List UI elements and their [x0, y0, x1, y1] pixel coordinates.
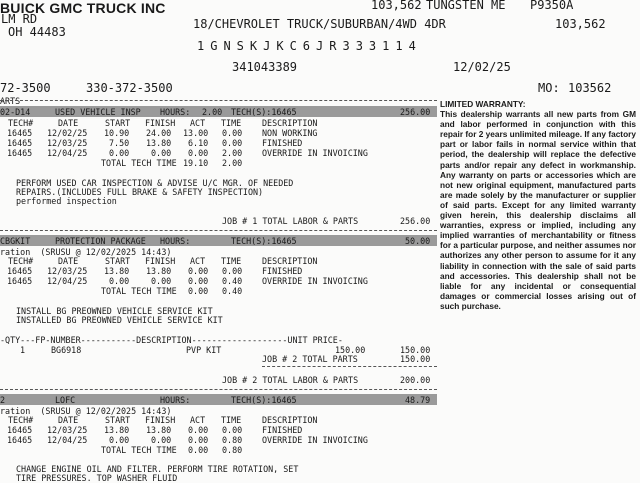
mo-value: 103562 — [568, 81, 612, 95]
row-description: FINISHED — [262, 266, 303, 276]
row-time: 2.00 — [222, 148, 243, 158]
row-start: 13.80 — [104, 266, 130, 276]
phone-2: 330-372-3500 — [86, 81, 173, 95]
col-start: START — [105, 118, 131, 128]
job-note: performed inspection — [16, 196, 117, 206]
col-finish: FINISH — [145, 118, 176, 128]
mo-label: MO: — [538, 81, 560, 95]
row-tech: 16465 — [7, 276, 33, 286]
row-description: OVERRIDE IN INVOICING — [262, 435, 368, 445]
job-amount: 256.00 — [400, 107, 431, 117]
row-start: 0.00 — [109, 276, 130, 286]
hours-label: HOURS: — [160, 236, 191, 246]
vehicle-description: 18/CHEVROLET TRUCK/SUBURBAN/4WD 4DR — [193, 17, 446, 31]
row-description: OVERRIDE IN INVOICING — [262, 148, 368, 158]
row-date: 12/04/25 — [47, 148, 88, 158]
part-number: BG6918 — [51, 345, 82, 355]
col-tech: TECH# — [8, 415, 34, 425]
divider — [262, 366, 437, 367]
parts-total-value: 150.00 — [400, 354, 431, 364]
col-act: ACT — [190, 415, 206, 425]
row-finish: 13.80 — [146, 138, 172, 148]
total-tech-time-label: TOTAL TECH TIME — [101, 286, 177, 296]
job-note: REPAIRS.(INCLUDES FULL BRAKE & SAFETY INSPECTION) — [16, 187, 264, 197]
job-title: USED VEHICLE INSP — [55, 107, 141, 117]
col-date: DATE — [58, 256, 79, 266]
part-description: PVP KIT — [186, 345, 222, 355]
tag-number: P9350A — [530, 0, 574, 12]
job-note: TIRE PRESSURES. TOP WASHER FLUID — [16, 473, 178, 483]
row-act: 0.00 — [188, 148, 209, 158]
service-advisor: TUNGSTEN ME — [426, 0, 506, 12]
row-time: 0.40 — [222, 276, 243, 286]
row-finish: 13.80 — [146, 425, 172, 435]
row-start: 0.00 — [109, 148, 130, 158]
total-time: 0.80 — [222, 445, 243, 455]
row-tech: 16465 — [7, 425, 33, 435]
col-time: TIME — [221, 415, 242, 425]
col-time: TIME — [221, 256, 242, 266]
row-date: 12/03/25 — [47, 138, 88, 148]
divider — [0, 230, 437, 231]
row-date: 12/04/25 — [47, 435, 88, 445]
hours-label: HOURS: — [160, 107, 191, 117]
row-finish: 24.00 — [146, 128, 172, 138]
row-finish: 0.00 — [151, 435, 172, 445]
operation-line: ration (SRUSU @ 12/02/2025 14:43) — [0, 247, 172, 257]
total-act: 0.00 — [188, 286, 209, 296]
row-tech: 16465 — [7, 148, 33, 158]
warranty-body: This dealership warrants all new parts from GM and labor performed in conjunction with this repair for 2 years unlimited mileage. If any factory part or labor fails in normal service within that period, the dealership will replace the defective parts and/or repair any defect in workmanship. Any warranty on parts or accessories which are not new original equipment, manufactured parts are made solely by the manufacturer or supplier of said parts. Except for any limited warranty given herein, this dealership disclaims all warranties, express or implied, including any implied warranties of merchantability or fitness for a particular purpose, and neither assumes nor authorizes any other person to assume for it any liability in connection with the sale of said parts and accessories. This dealership shall not be liable for any incidental or consequential damages or commercial losses arising out of such purchase. — [440, 109, 636, 311]
tech-label: TECH(S):16465 — [231, 236, 297, 246]
dealer-name: BUICK GMC TRUCK INC — [0, 0, 166, 16]
job-total-label: JOB # 2 TOTAL LABOR & PARTS — [222, 375, 359, 385]
col-date: DATE — [58, 118, 79, 128]
job-note: INSTALL BG PREOWNED VEHICLE SERVICE KIT — [16, 306, 213, 316]
col-finish: FINISH — [145, 256, 176, 266]
row-act: 0.00 — [188, 266, 209, 276]
total-time: 0.40 — [222, 286, 243, 296]
parts-total-label: JOB # 2 TOTAL PARTS — [262, 354, 358, 364]
tech-label: TECH(S):16465 — [231, 395, 297, 405]
col-act: ACT — [190, 118, 206, 128]
parts-header: -QTY---FP-NUMBER-----------DESCRIPTION-------------------UNIT PRICE- — [0, 335, 343, 345]
hours-label: HOURS: — [160, 395, 191, 405]
col-tech: TECH# — [8, 256, 34, 266]
job-note: CHANGE ENGINE OIL AND FILTER. PERFORM TIRE ROTATION, SET — [16, 464, 299, 474]
row-start: 13.80 — [104, 425, 130, 435]
row-date: 12/03/25 — [47, 425, 88, 435]
total-time: 2.00 — [222, 158, 243, 168]
col-description: DESCRIPTION — [262, 118, 318, 128]
phone-1: 72-3500 — [0, 81, 51, 95]
row-act: 0.00 — [188, 276, 209, 286]
vehicle-mileage: 103,562 — [555, 17, 606, 31]
col-finish: FINISH — [145, 415, 176, 425]
row-finish: 0.00 — [151, 276, 172, 286]
warranty-title: LIMITED WARRANTY: — [440, 99, 526, 109]
row-description: OVERRIDE IN INVOICING — [262, 276, 368, 286]
row-start: 10.90 — [104, 128, 130, 138]
stock-number: 341043389 — [232, 60, 298, 74]
job-header-bar — [0, 394, 437, 405]
vin-number: 1GNSKJKC6JR333114 — [197, 39, 422, 53]
row-date: 12/02/25 — [47, 128, 88, 138]
row-act: 0.00 — [188, 425, 209, 435]
col-description: DESCRIPTION — [262, 256, 318, 266]
col-start: START — [105, 256, 131, 266]
job-total-value: 200.00 — [400, 375, 431, 385]
row-date: 12/03/25 — [47, 266, 88, 276]
job-title: PROTECTION PACKAGE — [55, 236, 146, 246]
tech-label: TECH(S):16465 — [231, 107, 297, 117]
row-act: 6.10 — [188, 138, 209, 148]
job-total-label: JOB # 1 TOTAL LABOR & PARTS — [222, 216, 359, 226]
row-act: 0.00 — [188, 435, 209, 445]
job-amount: 48.79 — [405, 395, 431, 405]
part-unit-price: 150.00 — [335, 345, 366, 355]
total-act: 19.10 — [183, 158, 209, 168]
mileage-top: 103,562 — [371, 0, 422, 12]
divider — [0, 100, 437, 101]
job-code: 02-D14 — [0, 107, 31, 117]
job-total-value: 256.00 — [400, 216, 431, 226]
row-tech: 16465 — [7, 266, 33, 276]
total-act: 0.00 — [188, 445, 209, 455]
row-description: FINISHED — [262, 138, 303, 148]
job-code: CBGKIT — [0, 236, 31, 246]
dealer-city: OH 44483 — [8, 25, 66, 39]
total-tech-time-label: TOTAL TECH TIME — [101, 158, 177, 168]
part-qty: 1 — [20, 345, 26, 355]
col-date: DATE — [58, 415, 79, 425]
job-header-bar — [0, 106, 437, 117]
parts-label: ARTS — [0, 96, 21, 106]
limited-warranty — [440, 99, 636, 311]
divider — [0, 389, 437, 390]
row-time: 0.00 — [222, 425, 243, 435]
row-finish: 13.80 — [146, 266, 172, 276]
col-description: DESCRIPTION — [262, 415, 318, 425]
row-date: 12/04/25 — [47, 276, 88, 286]
job-note: INSTALLED BG PREOWNED VEHICLE SERVICE KIT — [16, 315, 223, 325]
total-tech-time-label: TOTAL TECH TIME — [101, 445, 177, 455]
row-start: 0.00 — [109, 435, 130, 445]
job-header-bar — [0, 235, 437, 246]
row-time: 0.00 — [222, 128, 243, 138]
operation-line: ration (SRUSU @ 12/02/2025 14:43) — [0, 406, 172, 416]
row-time: 0.00 — [222, 138, 243, 148]
col-act: ACT — [190, 256, 206, 266]
row-description: NON WORKING — [262, 128, 318, 138]
hours-value: 2.00 — [202, 107, 223, 117]
row-act: 13.00 — [183, 128, 209, 138]
job-amount: 50.00 — [405, 236, 431, 246]
part-amount: 150.00 — [400, 345, 431, 355]
row-time: 0.80 — [222, 435, 243, 445]
job-note: PERFORM USED CAR INSPECTION & ADVISE U/C MGR. OF NEEDED — [16, 178, 294, 188]
col-tech: TECH# — [8, 118, 34, 128]
row-tech: 16465 — [7, 435, 33, 445]
dealer-street: LM RD — [1, 12, 38, 26]
col-start: START — [105, 415, 131, 425]
row-tech: 16465 — [7, 138, 33, 148]
col-time: TIME — [221, 118, 242, 128]
job-code: 2 — [0, 395, 6, 405]
row-finish: 0.00 — [151, 148, 172, 158]
row-time: 0.00 — [222, 266, 243, 276]
row-tech: 16465 — [7, 128, 33, 138]
row-start: 7.50 — [109, 138, 130, 148]
invoice-date: 12/02/25 — [453, 60, 511, 74]
job-title: LOFC — [55, 395, 76, 405]
row-description: FINISHED — [262, 425, 303, 435]
